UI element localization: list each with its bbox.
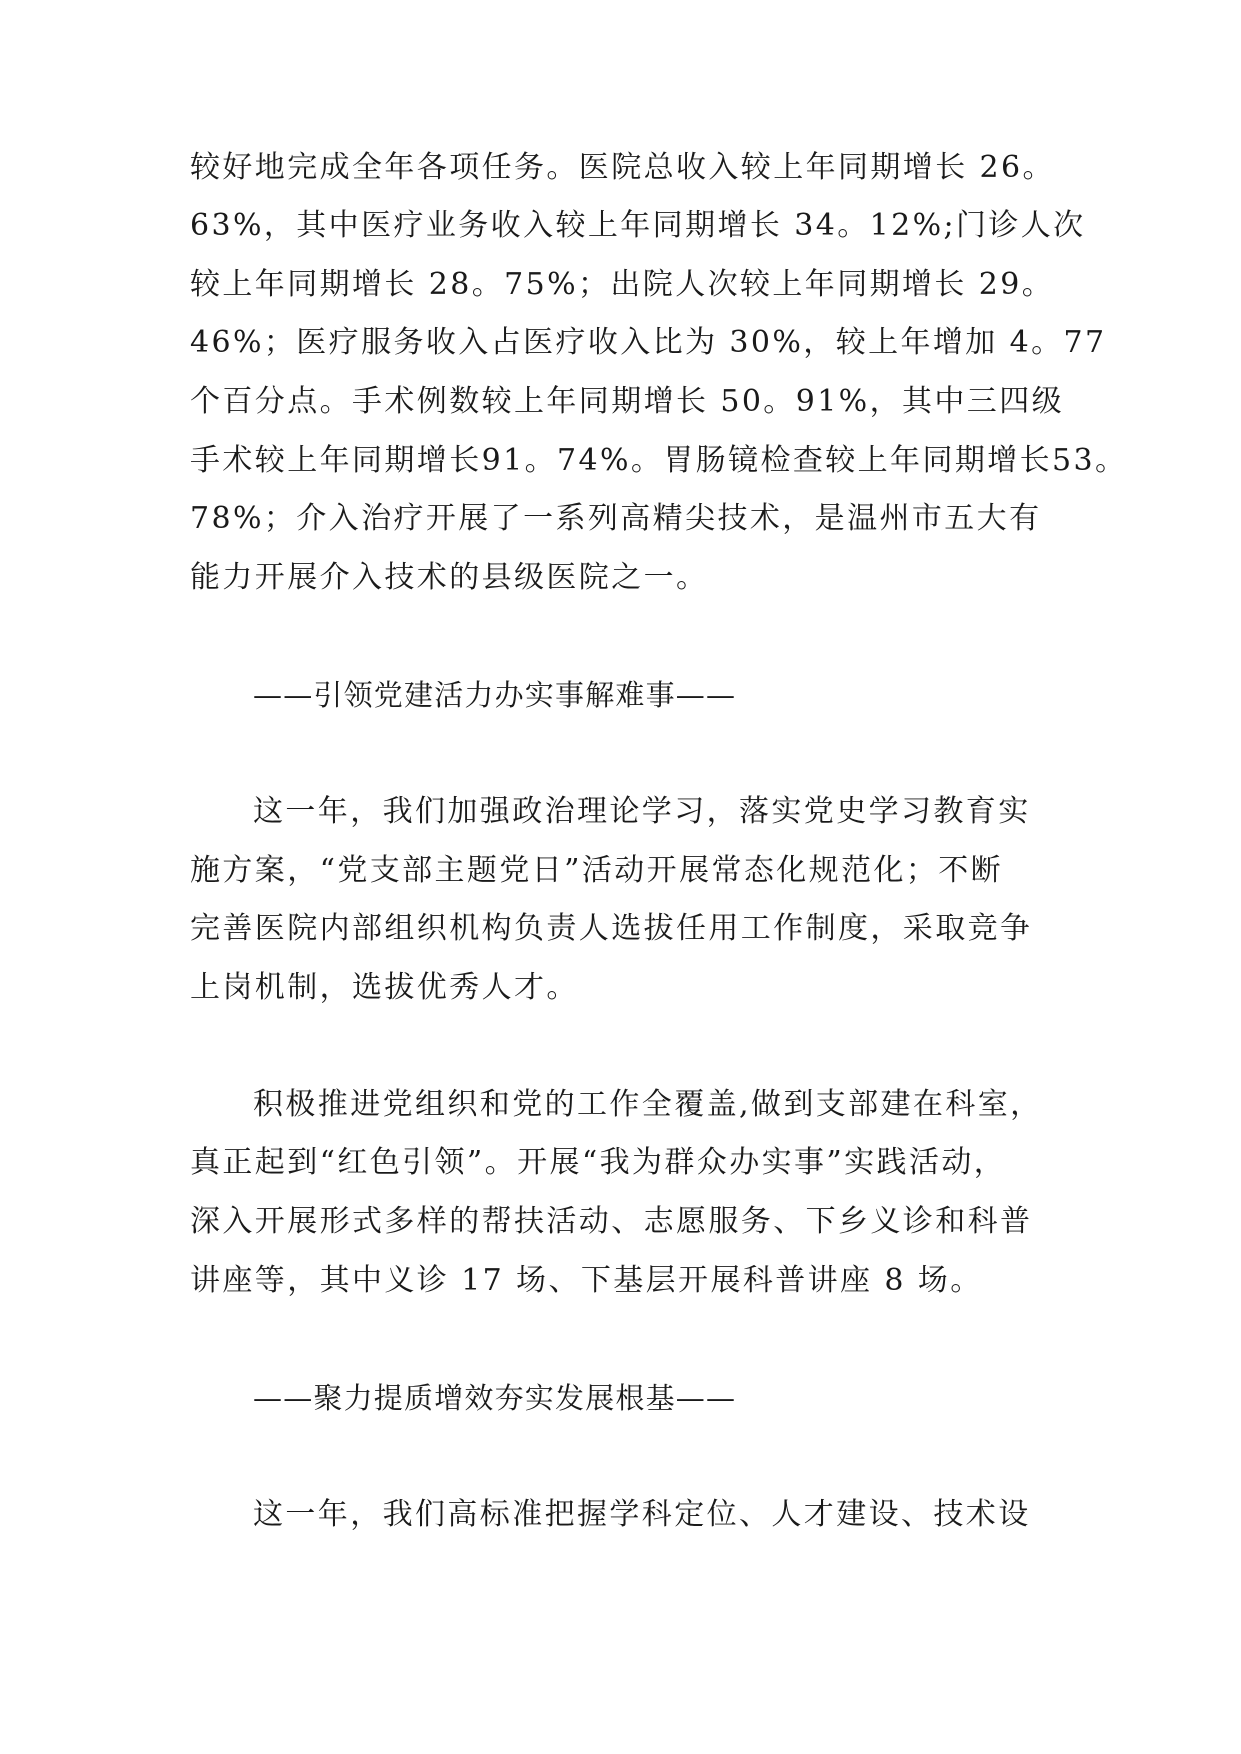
paragraph-2-line-2: 施方案，“党支部主题党日”活动开展常态化规范化；不断: [190, 853, 1004, 888]
paragraph-1-line-8: 能力开展介入技术的县级医院之一。: [190, 560, 709, 595]
paragraph-3-line-3: 深入开展形式多样的帮扶活动、志愿服务、下乡义诊和科普: [190, 1204, 1033, 1239]
paragraph-1-line-3: 较上年同期增长 28。75%；出院人次较上年同期增长 29。: [190, 267, 1055, 302]
paragraph-2-line-4: 上岗机制，选拔优秀人才。: [190, 970, 579, 1005]
paragraph-3-line-4: 讲座等，其中义诊 17 场、下基层开展科普讲座 8 场。: [190, 1263, 983, 1298]
paragraph-1-line-4: 46%；医疗服务收入占医疗收入比为 30%，较上年增加 4。77: [190, 325, 1107, 360]
paragraph-3-line-2: 真正起到“红色引领”。开展“我为群众办实事”实践活动，: [190, 1145, 1007, 1180]
paragraph-1-line-7: 78%；介入治疗开展了一系列高精尖技术，是温州市五大有: [190, 501, 1042, 536]
paragraph-3-line-1: 积极推进党组织和党的工作全覆盖,做到支部建在科室，: [253, 1087, 1043, 1122]
paragraph-2-line-1: 这一年，我们加强政治理论学习，落实党史学习教育实: [253, 794, 1031, 829]
paragraph-1-line-5: 个百分点。手术例数较上年同期增长 50。91%，其中三四级: [190, 384, 1064, 419]
paragraph-1-line-1: 较好地完成全年各项任务。医院总收入较上年同期增长 26。: [190, 150, 1055, 185]
section-heading-2: ——聚力提质增效夯实发展根基——: [253, 1381, 737, 1415]
paragraph-1-line-2: 63%，其中医疗业务收入较上年同期增长 34。12%;门诊人次: [190, 208, 1086, 243]
paragraph-1-line-6: 手术较上年同期增长91。74%。胃肠镜检查较上年同期增长53。: [190, 443, 1128, 478]
paragraph-4-line-1: 这一年，我们高标准把握学科定位、人才建设、技术设: [253, 1497, 1031, 1532]
paragraph-2-line-3: 完善医院内部组织机构负责人选拔任用工作制度，采取竞争: [190, 911, 1033, 946]
section-heading-1: ——引领党建活力办实事解难事——: [253, 678, 737, 712]
